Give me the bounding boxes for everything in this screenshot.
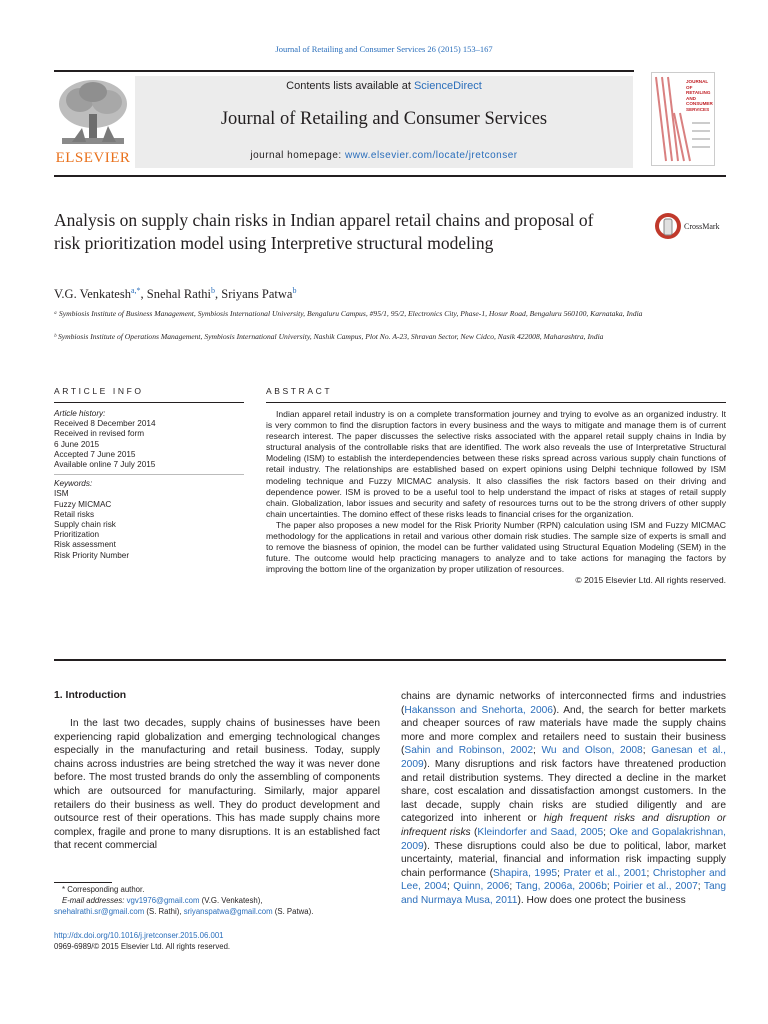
citation-link[interactable]: Tang and Nurmaya Musa, 2011 [401, 881, 726, 906]
footnote [54, 885, 384, 917]
article-title: Analysis on supply chain risks in Indian apparel retail chains and proposal of risk prioritization model using Interpretive structural modeling [54, 210, 594, 253]
contents-prefix: Contents lists available at [286, 80, 414, 92]
article-info-heading: ARTICLE INFO [54, 386, 144, 396]
affiliation-b: ᵇ Symbiosis Institute of Operations Management, Symbiosis International University, Nashik Campus, Plot No. A-23, Shravan Sector, New Cidco, Nasik 422008, Maharashtra, India [54, 332, 604, 341]
journal-citation-link[interactable]: Journal of Retailing and Consumer Services 26 (2015) 153–167 [275, 44, 493, 54]
journal-title: Journal of Retailing and Consumer Services [220, 109, 548, 129]
author-sup[interactable]: b [211, 286, 216, 295]
intro-paragraph: In the last two decades, supply chains of businesses have been experiencing rapid globalization and emerging technological changes especially in the manufacturing and retail business. Today, supply chains across industries are being stretched the way it was never done before. The most trusted brands do only the assembling of components which are outsourced for manufacturing. Similarly, major apparel retailers do their business as well. They do product development and outsource rest of their operations. This has made supply chains more complex, fragile and prone to many disruptions. It is an established fact that recent commercial [54, 718, 380, 852]
history-item: Available online 7 July 2015 [54, 460, 156, 470]
elsevier-tree-logo [52, 76, 134, 150]
doi-link[interactable]: http://dx.doi.org/10.1016/j.jretconser.2015.06.001 [54, 931, 224, 940]
author-name[interactable]: Snehal Rathi [146, 287, 212, 302]
keyword: ISM [54, 489, 69, 499]
citation-link[interactable]: Kleindorfer and Saad, 2005 [477, 826, 604, 838]
journal-cover-thumbnail [651, 72, 715, 166]
author-sup[interactable]: b [292, 286, 297, 295]
citation-link[interactable]: Oke and Gopalakrishnan, 2009 [401, 826, 726, 852]
header-top-rule [54, 70, 634, 72]
journal-homepage [135, 150, 633, 161]
crossmark-icon [654, 212, 682, 240]
citation-link[interactable]: Quinn, 2006 [453, 881, 510, 893]
citation-link[interactable]: Ganesan et al., 2009 [401, 745, 726, 770]
abstract-copyright: © 2015 Elsevier Ltd. All rights reserved. [575, 575, 726, 586]
keywords-label: Keywords: [54, 479, 93, 489]
abstract-paragraph-1: Indian apparel retail industry is on a complete transformation journey and trying to evolve as an organized industry. It is very common to find the disruption factors in every business and the ways to mitigate and manage them is of current research interest. The paper discusses the selective risks associated with the apparel retail supply chains in India by structural analysis of the controllable risks that are identified. The work also reveals the use of Interpretative Structural Modeling (ISM) to establish the interdependencies between these risks spread across various supply chain functions of retail industry. The relationships are established based on expert opinions using Delphi technique followed by ISM modeling technique and Fuzzy MICMAC analysis. It also classifies the risk factors based on their driving and dependence power. ISM is proved to be a useful tool to help understand the impact of risks at stages of retail supply chain. Globalization, labor issues and security and safety of resources turns out to be the strong drivers of other supply chain uncertainties. The domino effect of these risks leads to financial crises for the organization. [266, 409, 726, 519]
keyword: Risk assessment [54, 540, 116, 550]
author-sup[interactable]: a,* [130, 286, 141, 295]
introduction-heading: 1. Introduction [54, 690, 127, 701]
keyword: Retail risks [54, 509, 95, 519]
article-info [54, 409, 244, 561]
citation-link[interactable]: Tang, 2006a, 2006b [515, 881, 607, 893]
publication-footer [54, 931, 230, 952]
citation-link[interactable]: Sahin and Robinson, 2002 [404, 745, 533, 757]
abstract-paragraph-2: The paper also proposes a new model for the Risk Priority Number (RPN) calculation using ISM and Fuzzy MICMAC methodology for the applications in retail and various other domain risk studies. The sample size of experts is small and to remove the biasness of opinion, the model can be further validated using Structural Equation Modeling (SEM) in the future. The outcome would help practicing managers to analyze and to take actions for managing the factors by improving the bottom line of the organization by proper utilization of resources. [266, 519, 726, 575]
abstract [266, 409, 726, 587]
abstract-rule [266, 402, 726, 403]
issn-line: 0969-6989/© 2015 Elsevier Ltd. All rights reserved. [54, 941, 231, 951]
history-item: 6 June 2015 [54, 439, 100, 449]
corresponding-author-note: * Corresponding author. [62, 885, 145, 894]
keyword: Fuzzy MICMAC [54, 499, 112, 509]
abstract-heading: ABSTRACT [266, 386, 333, 396]
author-name[interactable]: V.G. Venkatesh [54, 287, 131, 302]
homepage-prefix: journal homepage: [250, 150, 345, 161]
citation-link[interactable]: Poirier et al., 2007 [613, 881, 698, 893]
citation-link[interactable]: Prater et al., 2001 [563, 867, 647, 879]
intro-left-column [54, 717, 380, 853]
author-list: V.G. Venkatesh$^{a,*}$, Snehal Rathi$^b$, Sriyans Patwa$^b$ [54, 286, 297, 302]
intro-paragraph-continued: chains are dynamic networks of interconnected firms and industries (Hakansson and Snehorta, 2006). And, the search for better markets and cheaper sources of raw materials have made the supply chains more and more complex and retailers need to sustain their business (Sahin and Robinson, 2002; Wu and Olson, 2008; Ganesan et al., 2009). Many disruptions and risk factors have threatened production and retail distribution systems. They directed a decline in the market share, cost escalation and dissatisfaction amongst customers. In the last decade, supply chain risks are studied diligently and are categorized into inherent or high frequent risks and disruption or infrequent risks (Kleindorfer and Saad, 2005; Oke and Gopalakrishnan, 2009). These disruptions could also be due to political, labor, market uncertainty, material, financial and information risk impacting supply chain performance (Shapira, 1995; Prater et al., 2001; Christopher and Lee, 2004; Quinn, 2006; Tang, 2006a, 2006b; Poirier et al., 2007; Tang and Nurmaya Musa, 2011). How does one protect the business [401, 691, 726, 906]
citation-link[interactable]: Christopher and Lee, 2004 [401, 867, 726, 893]
crossmark-label: CrossMark [684, 222, 720, 231]
author-name[interactable]: Sriyans Patwa [221, 287, 293, 302]
email-link[interactable]: sriyanspatwa@gmail.com [183, 906, 273, 916]
body-top-rule [54, 659, 726, 661]
citation-link[interactable]: Shapira, 1995 [492, 867, 558, 879]
citation-link[interactable]: Hakansson and Snehorta, 2006 [404, 704, 553, 716]
elsevier-wordmark: ELSEVIER [55, 150, 131, 166]
sciencedirect-link[interactable]: ScienceDirect [413, 80, 482, 92]
keyword: Prioritization [54, 530, 100, 540]
intro-right-column [401, 690, 726, 908]
email-owner: (V.G. Venkatesh), [199, 895, 263, 905]
emphasis: high frequent risks and disruption or infrequent risks [401, 813, 726, 838]
article-info-rule [54, 402, 244, 403]
keyword: Supply chain risk [54, 520, 116, 530]
crossmark-badge[interactable] [654, 212, 734, 242]
history-item: Received in revised form [54, 429, 145, 439]
history-item: Received 8 December 2014 [54, 419, 156, 429]
header-bottom-rule [54, 175, 726, 177]
email-owner: (S. Patwa). [272, 906, 314, 916]
affiliation-a: ᵃ Symbiosis Institute of Business Management, Symbiosis International University, Bengaluru Campus, #95/1, 95/2, Electronics City, Phase-1, Hosur Road, Bengaluru 560100, Karnataka, India [54, 309, 643, 318]
keyword: Risk Priority Number [54, 550, 130, 560]
info-divider [54, 474, 244, 475]
cover-title: JOURNAL OF RETAILING AND CONSUMER SERVICES [686, 79, 713, 112]
homepage-link[interactable]: www.elsevier.com/locate/jretconser [345, 150, 518, 161]
footnote-rule [54, 882, 112, 883]
email-owner: (S. Rathi), [144, 906, 184, 916]
email-link[interactable]: snehalrathi.sr@gmail.com [54, 906, 145, 916]
history-item: Accepted 7 June 2015 [54, 449, 136, 459]
history-label: Article history: [54, 409, 106, 418]
email-link[interactable]: vgv1976@gmail.com [126, 895, 200, 905]
email-label: E-mail addresses: [62, 895, 127, 905]
contents-line [135, 80, 633, 92]
citation-link[interactable]: Wu and Olson, 2008 [541, 745, 643, 757]
